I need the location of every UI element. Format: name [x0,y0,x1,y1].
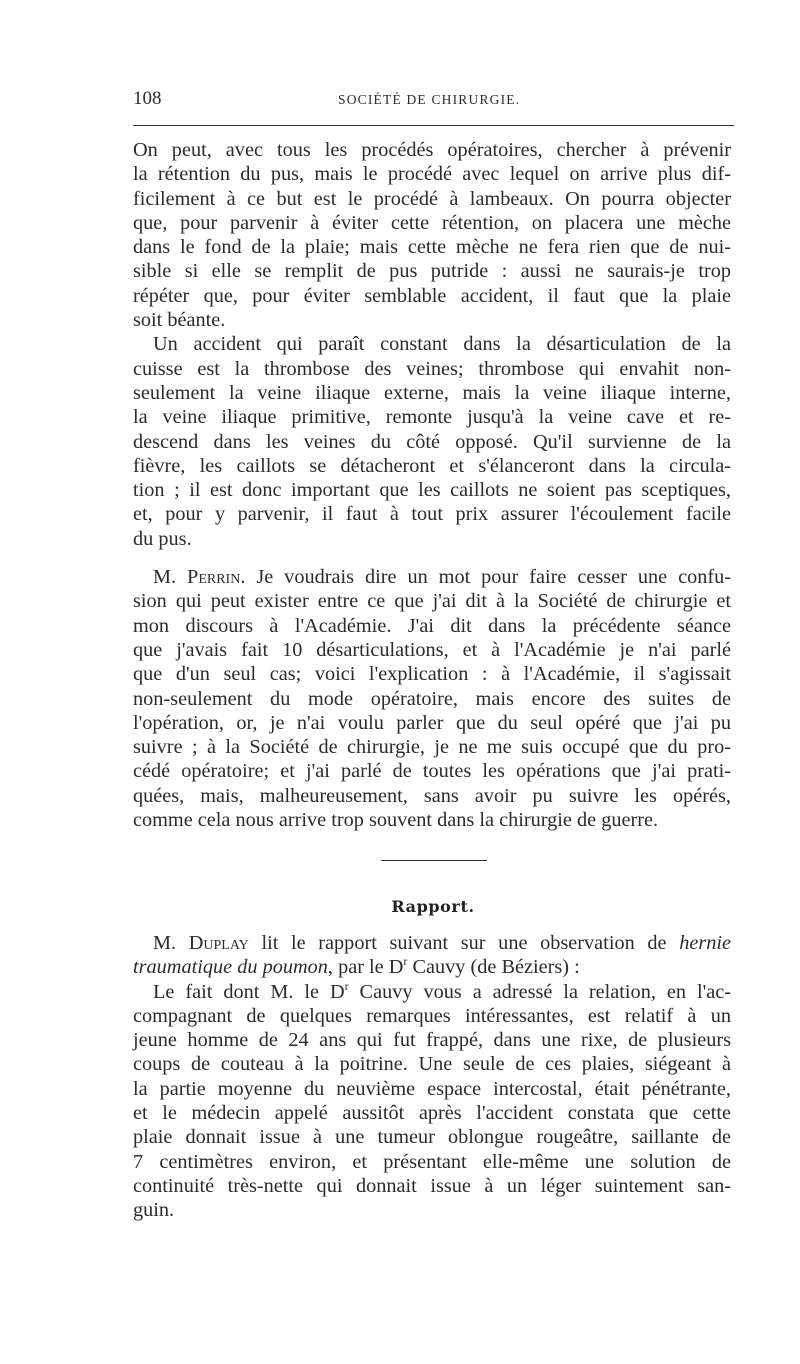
text-line: non-seulement du mode opératoire, mais encore des suites de [133,687,731,710]
paragraph-1 [133,138,731,332]
paragraph-2 [133,332,731,551]
text-line: coups de couteau à la poitrine. Une seule de ces plaies, siégeant à [133,1053,731,1076]
text-line: et le médecin appelé aussitôt après l'accident constata que cette [133,1102,731,1125]
text-run: , par le D [327,956,404,979]
text-line: sion qui peut exister entre ce que j'ai dit à la Société de chirurgie et [133,590,731,613]
text-line: soit béante. [133,309,226,332]
text-line: l'opération, or, je n'ai voulu parler que du seul opéré que j'ai pu [133,711,731,734]
text-line: 7 centimètres environ, et présentant elle-même une solution de [133,1150,731,1173]
text-line: suivre ; à la Société de chirurgie, je ne me suis occupé que du pro- [133,736,731,759]
superscript: r [344,978,349,993]
paragraph-3 [133,565,731,832]
text-line: guin. [133,1199,175,1222]
text-line: plaie donnait issue à une tumeur oblongue rougeâtre, saillante de [133,1126,731,1149]
text-line: quées, mais, malheureusement, sans avoir pu suivre les opérés, [133,784,731,807]
text-line: compagnant de quelques remarques intéressantes, est relatif à un [133,1004,731,1027]
italic-run: traumatique du poumon [133,956,328,979]
text-line: la rétention du pus, mais le procédé avec lequel on arrive plus dif- [133,163,731,186]
text-line [133,565,731,589]
section-divider [381,860,487,861]
text-line [133,980,731,1004]
paragraph-4 [133,931,731,980]
text-run: Cauvy (de Béziers) : [407,956,580,979]
text-line: seulement la veine iliaque externe, mais la veine iliaque interne, [133,381,731,404]
speaker-name: M. Duplay [153,932,249,954]
text-line: et, pour y parvenir, il faut à tout prix assurer l'écoulement facile [133,503,731,526]
section-text [133,931,731,1223]
text-line: fièvre, les caillots se détacheront et s'élanceront dans la circula- [133,454,731,477]
text-line: que j'avais fait 10 désarticulations, et à l'Académie je n'ai parlé [133,638,731,661]
page-number: 108 [133,88,162,109]
text-line [133,955,731,979]
speaker-name: M. Perrin. [153,566,246,589]
text-line: cuisse est la thrombose des veines; thrombose qui envahit non- [133,357,731,380]
text-line: tion ; il est donc important que les caillots ne soient pas sceptiques, [133,479,731,502]
text-run: Je voudrais dire un mot pour faire cesser une confu- [245,566,732,589]
text-line: mon discours à l'Académie. J'ai dit dans la précédente séance [133,614,731,637]
text-line: On peut, avec tous les procédés opératoires, chercher à prévenir [133,139,731,161]
text-line: répéter que, pour éviter semblable accident, il faut que la plaie [133,284,731,307]
paragraph-5 [133,980,731,1223]
text-line: sible si elle se remplit de pus putride : aussi ne saurais-je trop [133,260,731,283]
text-line: la veine iliaque primitive, remonte jusqu'à la veine cave et re- [133,406,731,429]
running-head: SOCIÉTÉ DE CHIRURGIE. [338,92,521,107]
text-line: cédé opératoire; et j'ai parlé de toutes les opérations que j'ai prati- [133,760,731,783]
text-line: continuité très-nette qui donnait issue à un léger suintement san- [133,1174,731,1197]
body-text [133,138,731,832]
text-line: du pus. [133,527,192,550]
text-run: Cauvy vous a adressé la relation, en l'ac- [348,980,731,1003]
text-run: lit le rapport suivant sur une observation de [248,932,680,954]
text-line: la partie moyenne du neuvième espace intercostal, était pénétrante, [133,1077,731,1100]
text-line: que, pour parvenir à éviter cette rétention, on placera une mèche [133,211,731,234]
header-rule [133,125,734,126]
page-header [133,88,733,112]
text-line: jeune homme de 24 ans qui fut frappé, dans une rixe, de plusieurs [133,1029,731,1052]
superscript: r [403,954,408,969]
text-line: dans le fond de la plaie; mais cette mèche ne fera rien que de nui- [133,236,731,259]
text-line [133,931,731,955]
italic-run: hernie [679,932,731,954]
text-run: Le fait dont M. le D [153,980,345,1003]
text-line: descend dans les veines du côté opposé. Qu'il survienne de la [133,430,731,453]
text-line: ficilement à ce but est le procédé à lambeaux. On pourra objecter [133,187,731,210]
text-line: comme cela nous arrive trop souvent dans la chirurgie de guerre. [133,809,659,832]
section-heading: Rapport. [391,897,475,916]
text-line: que d'un seul cas; voici l'explication : à l'Académie, il s'agissait [133,663,731,686]
text-line: Un accident qui paraît constant dans la désarticulation de la [153,333,731,356]
